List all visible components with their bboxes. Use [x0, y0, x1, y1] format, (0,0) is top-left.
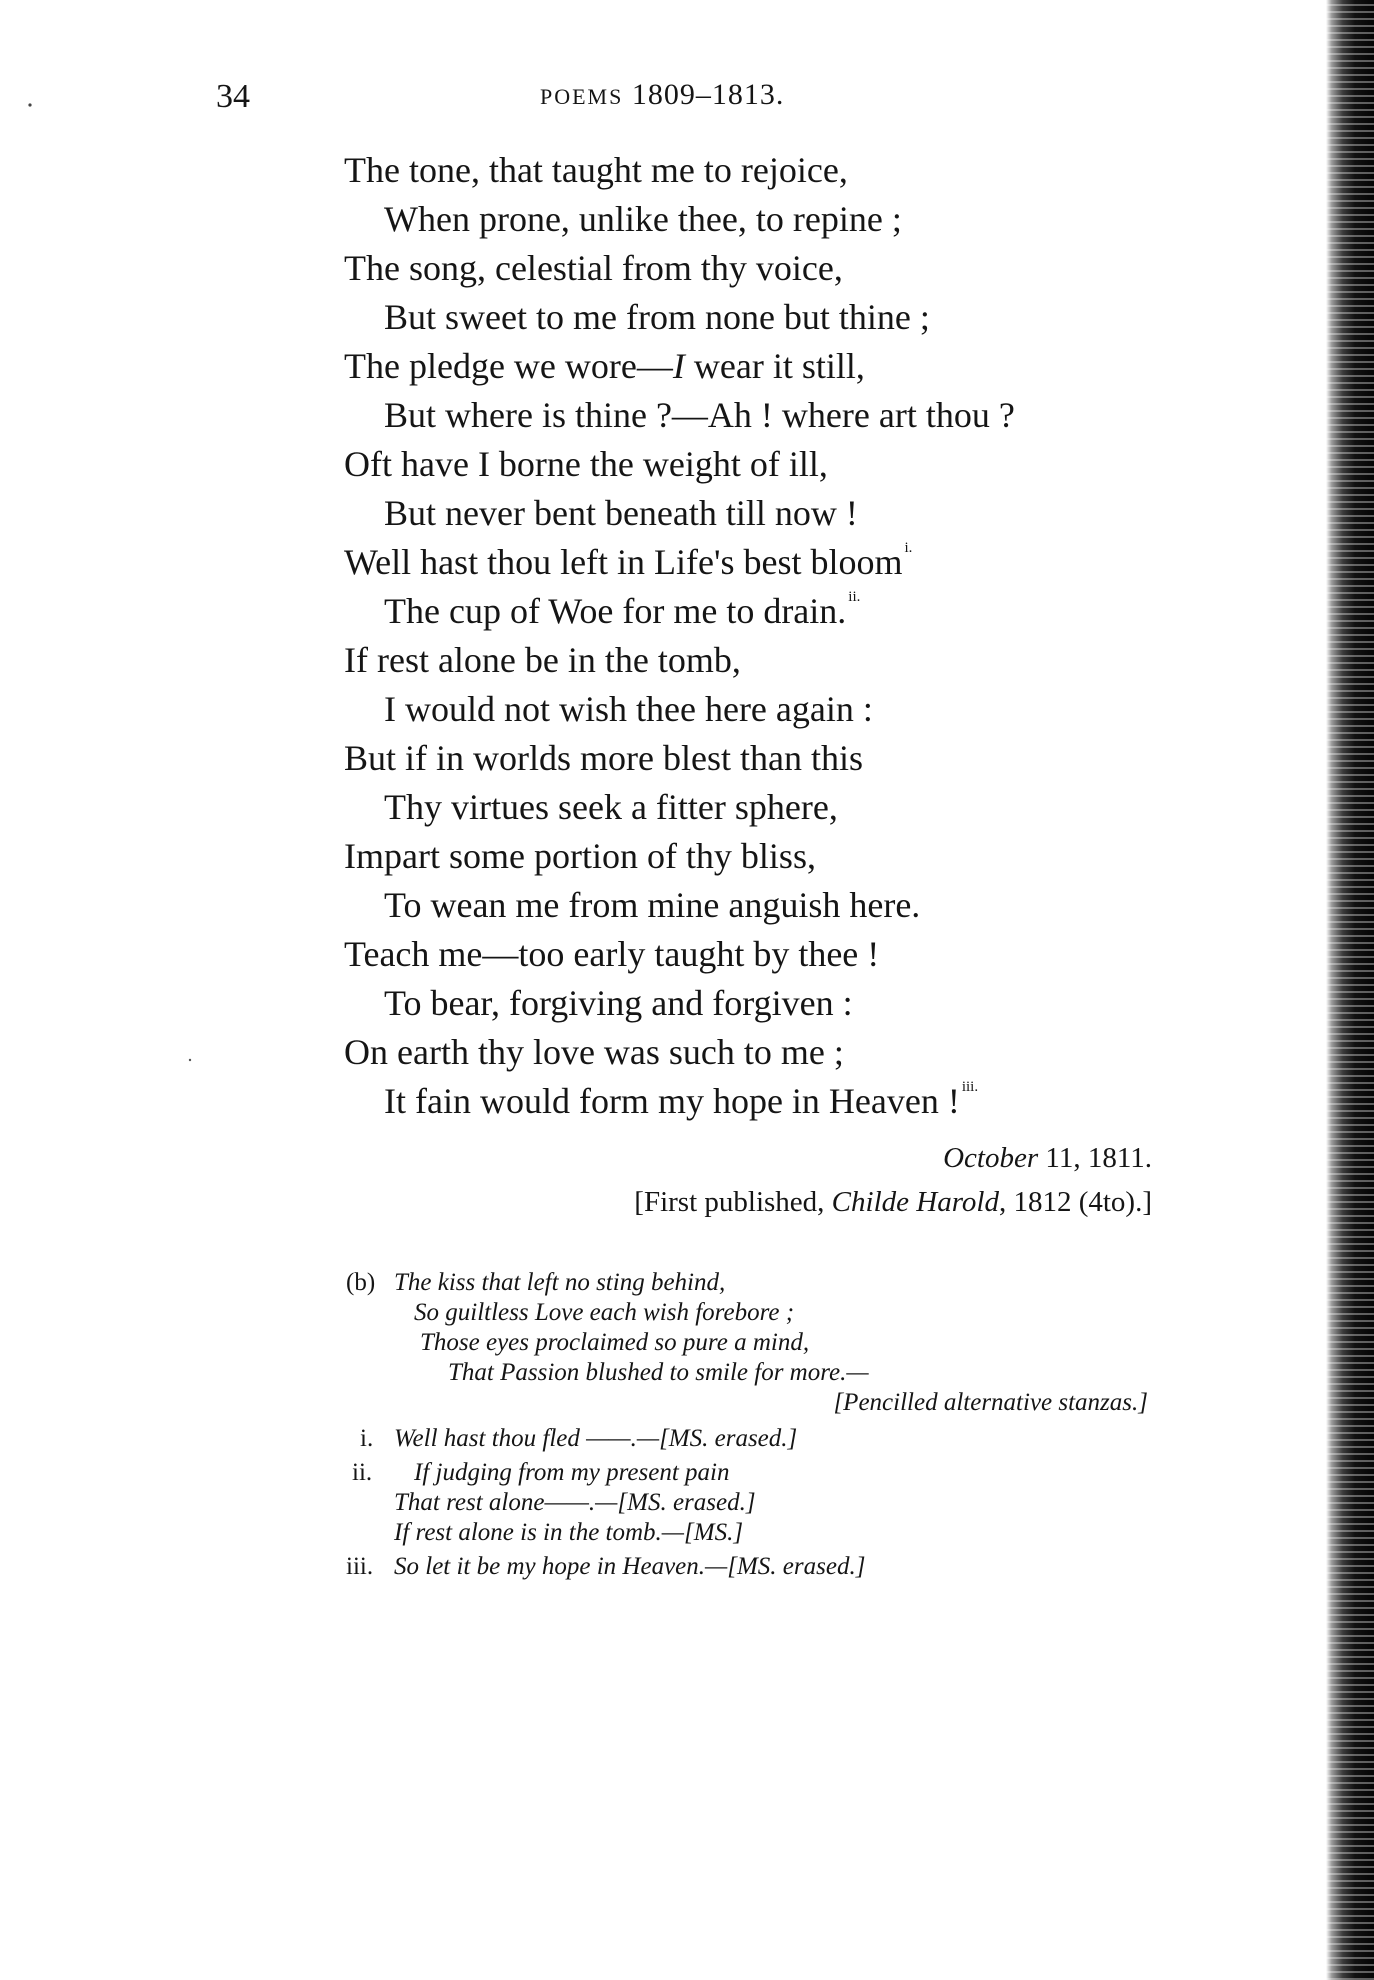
- note-i-text: Well hast thou fled ——.—[MS. erased.]: [394, 1425, 798, 1452]
- note-ref-iii: iii.: [961, 1079, 979, 1095]
- emphasis-i: I: [672, 346, 685, 386]
- publication-prefix: [First published,: [634, 1186, 832, 1218]
- poem-line: The song, celestial from thy voice,: [344, 248, 843, 288]
- poem-line-text: wear it still,: [684, 346, 865, 386]
- speck: [28, 103, 31, 106]
- poem-line: Teach me—too early taught by thee !: [344, 934, 880, 974]
- poem-line: Thy virtues seek a fitter sphere,: [384, 787, 838, 827]
- note-label: ii.: [352, 1459, 373, 1486]
- poem-line-text: The cup of Woe for me to drain.: [384, 591, 847, 631]
- running-head-years: 1809–1813.: [631, 78, 785, 111]
- poem-line: Oft have I borne the weight of ill,: [344, 444, 828, 484]
- note-ref-ii: ii.: [848, 589, 861, 605]
- note-ref-i: i.: [904, 540, 913, 556]
- speck: [189, 1059, 191, 1061]
- poem-line: The tone, that taught me to rejoice,: [344, 150, 848, 190]
- poem-line: But sweet to me from none but thine ;: [384, 297, 930, 337]
- poem-line: To wean me from mine anguish here.: [384, 885, 921, 925]
- poem-line: I would not wish thee here again :: [384, 689, 873, 729]
- note-ii-line: That rest alone——.—[MS. erased.]: [394, 1489, 756, 1516]
- poem-line-text: The pledge we wore—: [344, 346, 673, 386]
- publication-suffix: , 1812 (4to).]: [998, 1186, 1152, 1218]
- page-number: 34: [216, 78, 250, 115]
- poem-line: On earth thy love was such to me ;: [344, 1032, 844, 1072]
- poem-line: When prone, unlike thee, to repine ;: [384, 199, 902, 239]
- note-label: (b): [346, 1269, 376, 1296]
- note-label: iii.: [346, 1553, 374, 1580]
- note-b-line: Those eyes proclaimed so pure a mind,: [420, 1329, 810, 1356]
- poem-line: But if in worlds more blest than this: [344, 738, 863, 778]
- dateline-day-year: 11, 1811.: [1038, 1142, 1152, 1174]
- note-b-line: The kiss that left no sting behind,: [394, 1269, 726, 1296]
- running-head-title: POEMS: [540, 84, 624, 109]
- poem-line: Impart some portion of thy bliss,: [344, 836, 816, 876]
- note-b-credit: [Pencilled alternative stanzas.]: [833, 1389, 1148, 1416]
- publication-work: Childe Harold: [831, 1186, 999, 1218]
- poem-line-text: Well hast thou left in Life's best bloom: [344, 542, 903, 582]
- dateline-month: October: [943, 1142, 1039, 1174]
- note-iii-text: So let it be my hope in Heaven.—[MS. erased.]: [394, 1553, 866, 1580]
- poem-line: But never bent beneath till now !: [384, 493, 858, 533]
- note-label: i.: [360, 1425, 374, 1452]
- poem-line-text: It fain would form my hope in Heaven !: [384, 1081, 960, 1121]
- poem-line: If rest alone be in the tomb,: [344, 640, 741, 680]
- note-b-line: That Passion blushed to smile for more.—: [448, 1359, 869, 1386]
- note-b-line: So guiltless Love each wish forebore ;: [414, 1299, 795, 1326]
- note-ii-line: If judging from my present pain: [414, 1459, 730, 1486]
- poem-line: To bear, forgiving and forgiven :: [384, 983, 853, 1023]
- note-ii-line: If rest alone is in the tomb.—[MS.]: [394, 1519, 744, 1546]
- poem-line: But where is thine ?—Ah ! where art thou ?: [384, 395, 1015, 435]
